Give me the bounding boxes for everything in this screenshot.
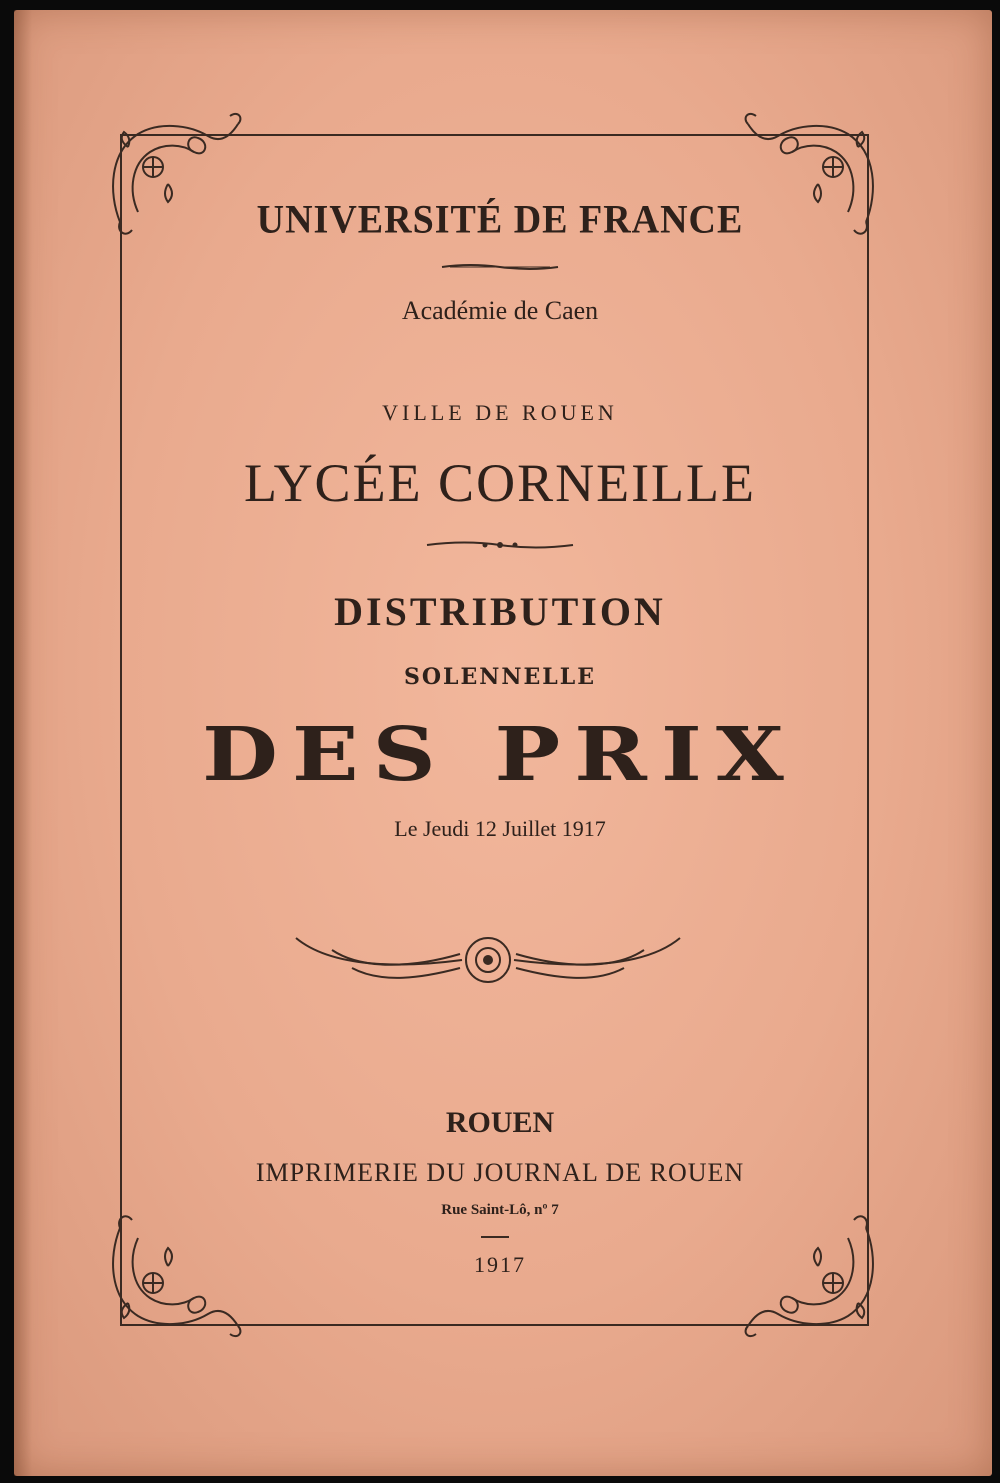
year-dash	[481, 1236, 509, 1238]
city-line: VILLE DE ROUEN	[382, 400, 618, 425]
imprint-printer: IMPRIMERIE DU JOURNAL DE ROUEN	[255, 1158, 745, 1187]
imprint-year: 1917	[474, 1252, 526, 1277]
ceremony-date: Le Jeudi 12 Juillet 1917	[394, 816, 606, 841]
des-prix-heading: DES PRIX	[202, 712, 798, 798]
rule-ornament-2	[425, 536, 575, 554]
solennelle-heading: SOLENNELLE	[404, 664, 596, 690]
rule-ornament-1	[440, 260, 560, 274]
university-title: UNIVERSITÉ DE FRANCE	[256, 197, 744, 243]
distribution-heading: DISTRIBUTION	[334, 589, 666, 634]
school-title: LYCÉE CORNEILLE	[243, 453, 757, 513]
imprint-address: Rue Saint-Lô, nº 7	[441, 1202, 559, 1218]
flourish-ornament	[292, 928, 684, 992]
imprint-city: ROUEN	[445, 1106, 555, 1139]
academy-line: Académie de Caen	[401, 296, 599, 325]
